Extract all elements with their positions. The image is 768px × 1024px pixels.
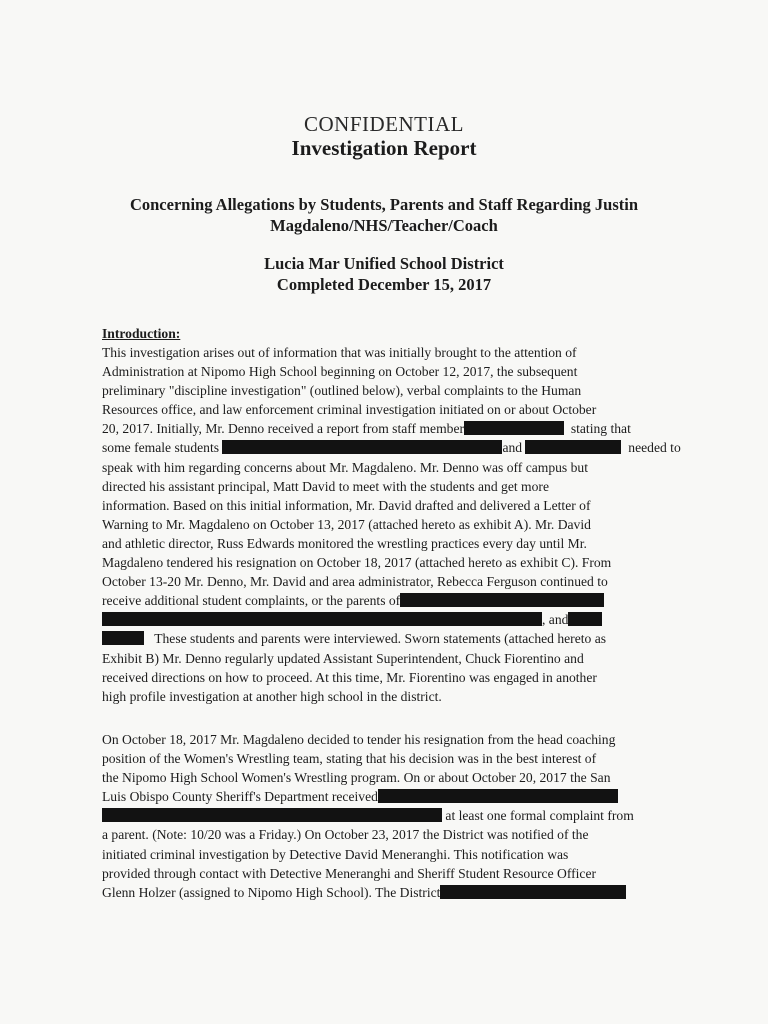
district-heading [0, 253, 768, 295]
text-line: initiated criminal investigation by Detective David Meneranghi. This notification was [102, 846, 569, 862]
text-line: This investigation arises out of information that was initially brought to the attention of [102, 345, 577, 360]
text-line: Warning to Mr. Magdaleno on October 13, 2017 (attached hereto as exhibit A). Mr. David [102, 516, 591, 532]
text-line: position of the Women's Wrestling team, stating that his decision was in the best interest of [102, 751, 597, 767]
text-line: received directions on how to proceed. At this time, Mr. Fiorentino was engaged in another [102, 669, 597, 685]
introduction-paragraph [102, 343, 681, 706]
text-line: October 13-20 Mr. Denno, Mr. David and area administrator, Rebecca Ferguson continued to [102, 574, 608, 590]
redaction-bar [378, 789, 618, 803]
text-segment: These students and parents were interviewed. Sworn statements (attached hereto as [154, 631, 607, 647]
text-line: information. Based on this initial information, Mr. David drafted and delivered a Letter of [102, 497, 591, 513]
text-segment: at least one formal complaint from [445, 808, 634, 824]
text-segment: stating that [570, 421, 631, 437]
text-line [102, 419, 662, 438]
text-line [102, 806, 662, 825]
text-segment: , and [542, 612, 569, 628]
text-line: provided through contact with Detective Meneranghi and Sheriff Student Resource Officer [102, 865, 597, 881]
text-line [102, 591, 662, 610]
text-segment: 20, 2017. Initially, Mr. Denno received a report from staff member [102, 421, 465, 437]
text-line: a parent. (Note: 10/20 was a Friday.) On October 23, 2017 the District was notified of the [102, 827, 589, 843]
text-line: Resources office, and law enforcement criminal investigation initiated on or about October [102, 402, 597, 418]
redaction-bar [400, 593, 604, 607]
text-line [102, 883, 662, 902]
redaction-bar [440, 885, 626, 899]
redaction-bar [102, 808, 442, 822]
concern-line-2: Magdaleno/NHS/Teacher/Coach [270, 216, 498, 235]
redaction-bar [464, 421, 564, 435]
district-line-1: Lucia Mar Unified School District [264, 254, 504, 273]
concern-heading [0, 194, 768, 236]
document-subtitle: Investigation Report [291, 136, 477, 160]
resignation-paragraph [102, 730, 662, 902]
redaction-bar [568, 612, 602, 626]
text-line: Magdaleno tendered his resignation on October 18, 2017 (attached hereto as exhibit C). From [102, 555, 612, 571]
text-line [102, 438, 681, 457]
introduction-heading: Introduction: [102, 326, 181, 341]
text-line [102, 629, 662, 648]
text-line: directed his assistant principal, Matt David to meet with the students and get more [102, 478, 549, 494]
text-segment: some female students [102, 440, 220, 456]
text-segment: and [502, 440, 523, 456]
text-line: Exhibit B) Mr. Denno regularly updated Assistant Superintendent, Chuck Fiorentino and [102, 650, 584, 666]
text-line [102, 787, 662, 806]
document-title: CONFIDENTIAL [304, 112, 464, 136]
text-line [102, 610, 662, 629]
text-line: Administration at Nipomo High School beginning on October 12, 2017, the subsequent [102, 364, 578, 380]
concern-line-1: Concerning Allegations by Students, Parents and Staff Regarding Justin [129, 195, 639, 214]
text-line: the Nipomo High School Women's Wrestling program. On or about October 20, 2017 the San [102, 770, 611, 786]
text-segment: receive additional student complaints, or the parents of [102, 593, 401, 609]
text-segment: needed to [628, 440, 681, 456]
text-line: speak with him regarding concerns about Mr. Magdaleno. Mr. Denno was off campus but [102, 459, 588, 475]
redaction-bar [102, 612, 542, 626]
text-segment: Luis Obispo County Sheriff's Department received [102, 789, 378, 805]
text-line: and athletic director, Russ Edwards monitored the wrestling practices every day until Mr. [102, 535, 587, 551]
text-line: high profile investigation at another high school in the district. [102, 688, 442, 704]
redaction-bar [102, 631, 144, 645]
redaction-bar [222, 440, 502, 454]
text-line: On October 18, 2017 Mr. Magdaleno decided to tender his resignation from the head coaching [102, 732, 616, 747]
text-line: preliminary "discipline investigation" (outlined below), verbal complaints to the Human [102, 383, 582, 399]
text-segment: Glenn Holzer (assigned to Nipomo High School). The District [102, 884, 441, 900]
redaction-bar [525, 440, 621, 454]
district-line-2: Completed December 15, 2017 [276, 275, 492, 294]
